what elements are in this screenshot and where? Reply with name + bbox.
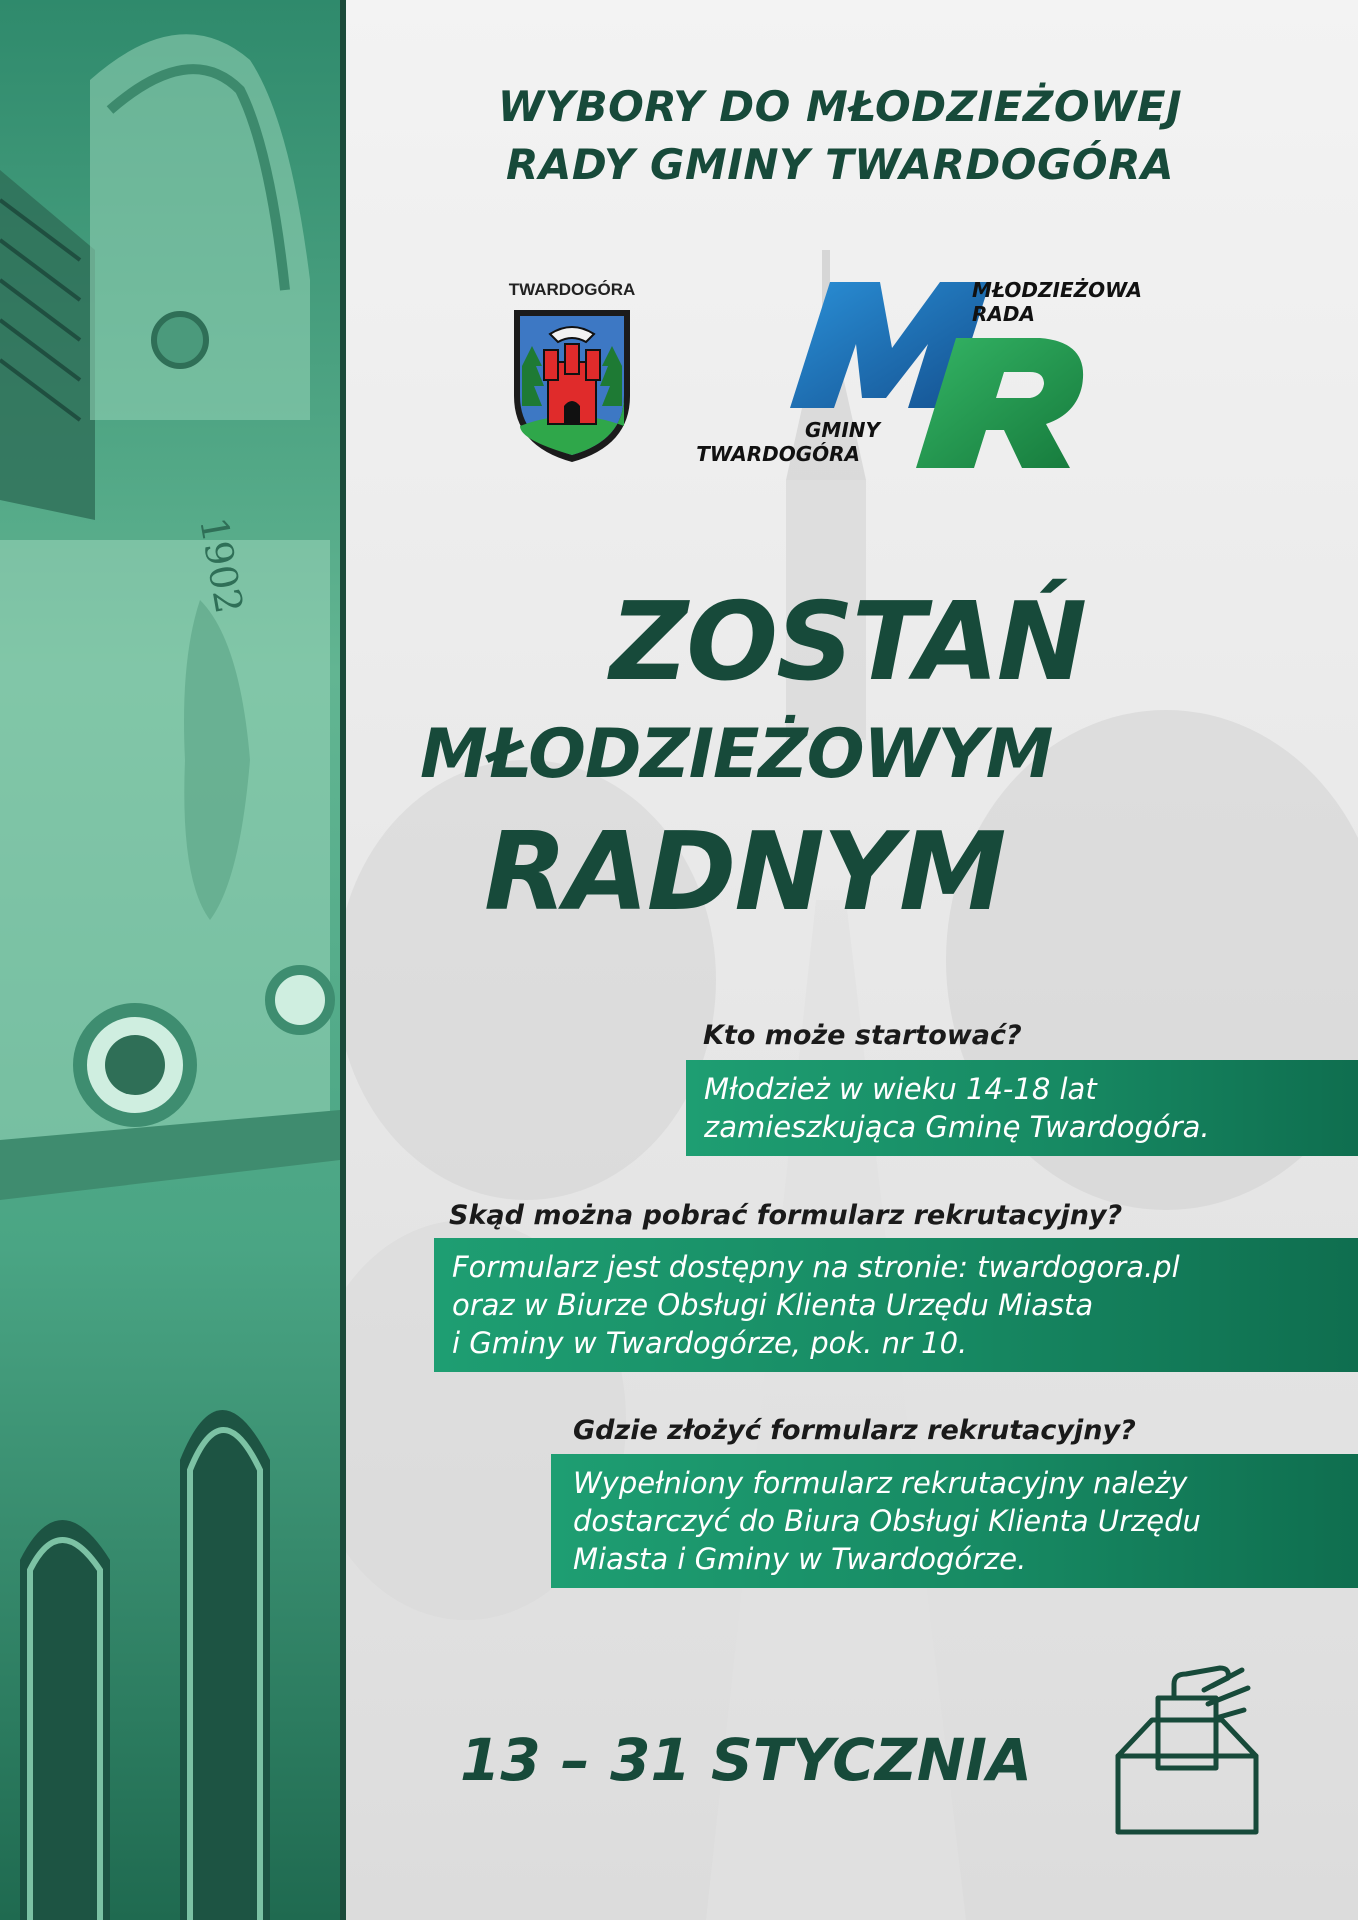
faq-answer-3-line: dostarczyć do Biura Obsługi Klienta Urzędu bbox=[573, 1504, 1201, 1538]
faq-answer-1-line: zamieszkująca Gminę Twardogóra. bbox=[704, 1110, 1210, 1144]
faq-question-2: Skąd można pobrać formularz rekrutacyjny? bbox=[449, 1200, 1123, 1231]
faq-answer-2-line: Formularz jest dostępny na stronie: twardogora.pl bbox=[452, 1250, 1180, 1284]
building-facade-image bbox=[0, 0, 340, 1920]
header-title bbox=[420, 78, 1260, 194]
header-line-1: WYBORY DO MŁODZIEŻOWEJ bbox=[497, 82, 1183, 131]
faq-answer-2 bbox=[434, 1238, 1358, 1372]
faq-answer-2-line: oraz w Biurze Obsługi Klienta Urzędu Miasta bbox=[452, 1288, 1094, 1322]
town-crest bbox=[502, 280, 642, 470]
headline-line-1: ZOSTAŃ bbox=[610, 580, 1086, 705]
svg-text:1902: 1902 bbox=[191, 513, 252, 617]
faq-question-1: Kto może startować? bbox=[703, 1020, 1022, 1051]
faq-answer-1-line: Młodzież w wieku 14-18 lat bbox=[704, 1072, 1097, 1106]
crest-label: TWARDOGÓRA bbox=[508, 280, 636, 299]
faq-answer-3-line: Wypełniony formularz rekrutacyjny należy bbox=[573, 1466, 1188, 1500]
faq-question-3: Gdzie złożyć formularz rekrutacyjny? bbox=[573, 1415, 1136, 1446]
ballot-box-icon bbox=[1112, 1660, 1292, 1840]
election-dates: 13 – 31 STYCZNIA bbox=[460, 1726, 1032, 1794]
logo-bottom-line-1: GMINY bbox=[805, 418, 880, 442]
header-line-2: RADY GMINY TWARDOGÓRA bbox=[506, 140, 1174, 189]
faq-answer-1 bbox=[686, 1060, 1358, 1156]
faq-answer-3-line: Miasta i Gminy w Twardogórze. bbox=[573, 1542, 1027, 1576]
logo-top-text bbox=[972, 278, 1142, 326]
headline-line-2: MŁODZIEŻOWYM bbox=[420, 715, 1053, 794]
facade-photo-panel bbox=[0, 0, 340, 1920]
faq-answer-2-line: i Gminy w Twardogórze, pok. nr 10. bbox=[452, 1326, 968, 1360]
logo-bottom-line-2: TWARDOGÓRA bbox=[696, 442, 860, 466]
logo-top-line-2: RADA bbox=[972, 302, 1035, 326]
youth-council-logo bbox=[680, 268, 1200, 478]
logo-bottom-text bbox=[680, 418, 890, 466]
faq-answer-3 bbox=[551, 1454, 1358, 1588]
headline-line-3: RADNYM bbox=[484, 810, 1005, 935]
logo-top-line-1: MŁODZIEŻOWA bbox=[972, 278, 1142, 302]
coat-of-arms-icon bbox=[510, 306, 634, 466]
